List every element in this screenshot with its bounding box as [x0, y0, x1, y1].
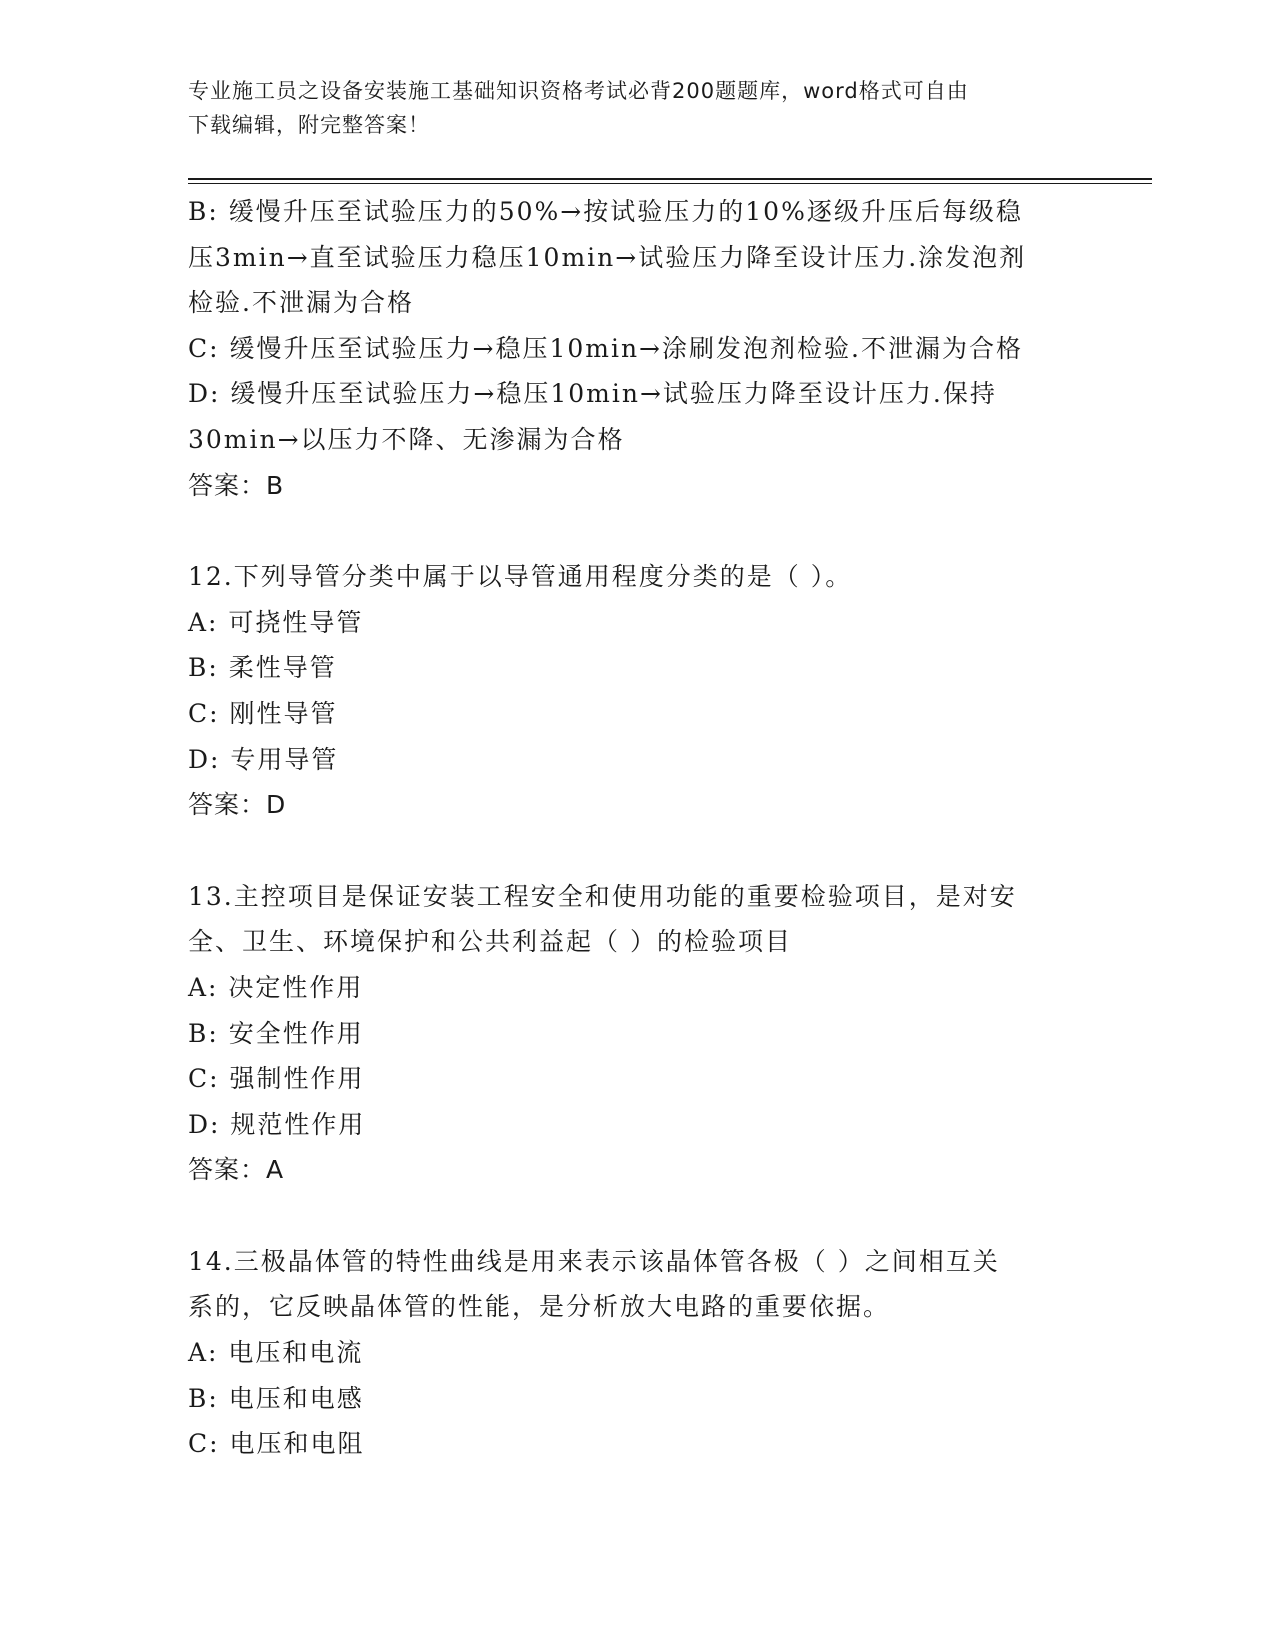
- question-14: [188, 1239, 1088, 1467]
- option-a: A: 可挠性导管: [188, 607, 364, 637]
- option-a: A: 决定性作用: [188, 972, 364, 1002]
- header-divider-thin: [188, 183, 1152, 184]
- option-b: B: 电压和电感: [188, 1383, 364, 1413]
- question-14-text-line-1: 14.三极晶体管的特性曲线是用来表示该晶体管各极（ ）之间相互关: [188, 1246, 1000, 1276]
- question-12-text: 12.下列导管分类中属于以导管通用程度分类的是（ ）。: [188, 562, 853, 592]
- answer-13: 答案：A: [188, 1155, 285, 1185]
- option-b: B: 安全性作用: [188, 1018, 364, 1048]
- header-title-line-2: 下载编辑，附完整答案！: [188, 113, 430, 137]
- option-c: C: 刚性导管: [188, 698, 338, 728]
- question-14-text-line-2: 系的，它反映晶体管的性能，是分析放大电路的重要依据。: [188, 1292, 891, 1322]
- option-b-line-1: B: 缓慢升压至试验压力的50%→按试验压力的10%逐级升压后每级稳: [188, 197, 1023, 226]
- answer-12: 答案：D: [188, 790, 287, 820]
- document-header: [188, 74, 1088, 142]
- option-c: C: 电压和电阻: [188, 1429, 365, 1459]
- option-d-line-2: 30min→以压力不降、无渗漏为合格: [188, 424, 625, 454]
- option-d-line-1: D: 缓慢升压至试验压力→稳压10min→试验压力降至设计压力.保持: [188, 379, 997, 409]
- option-d: D: 专用导管: [188, 744, 339, 774]
- question-11-tail: [188, 189, 1088, 508]
- question-13-text-line-1: 13.主控项目是保证安装工程安全和使用功能的重要检验项目，是对安: [188, 881, 1017, 911]
- header-title-line-1: 专业施工员之设备安装施工基础知识资格考试必背200题题库，word格式可自由: [188, 79, 969, 103]
- spacer: [188, 508, 1088, 554]
- option-a: A: 电压和电流: [188, 1338, 364, 1368]
- answer-11: 答案：B: [188, 470, 285, 500]
- question-13: [188, 874, 1088, 1193]
- option-d: D: 规范性作用: [188, 1109, 366, 1139]
- question-content: [188, 189, 1088, 1467]
- question-12: [188, 554, 1088, 828]
- option-c: C: 缓慢升压至试验压力→稳压10min→涂刷发泡剂检验.不泄漏为合格: [188, 333, 1023, 363]
- spacer: [188, 828, 1088, 874]
- option-b-line-2: 压3min→直至试验压力稳压10min→试验压力降至设计压力.涂发泡剂: [188, 242, 1027, 272]
- option-c: C: 强制性作用: [188, 1064, 365, 1094]
- question-13-text-line-2: 全、卫生、环境保护和公共利益起（ ）的检验项目: [188, 927, 792, 957]
- header-divider-thick: [188, 178, 1152, 180]
- option-b: B: 柔性导管: [188, 653, 337, 683]
- option-b-line-3: 检验.不泄漏为合格: [188, 288, 414, 318]
- spacer: [188, 1193, 1088, 1239]
